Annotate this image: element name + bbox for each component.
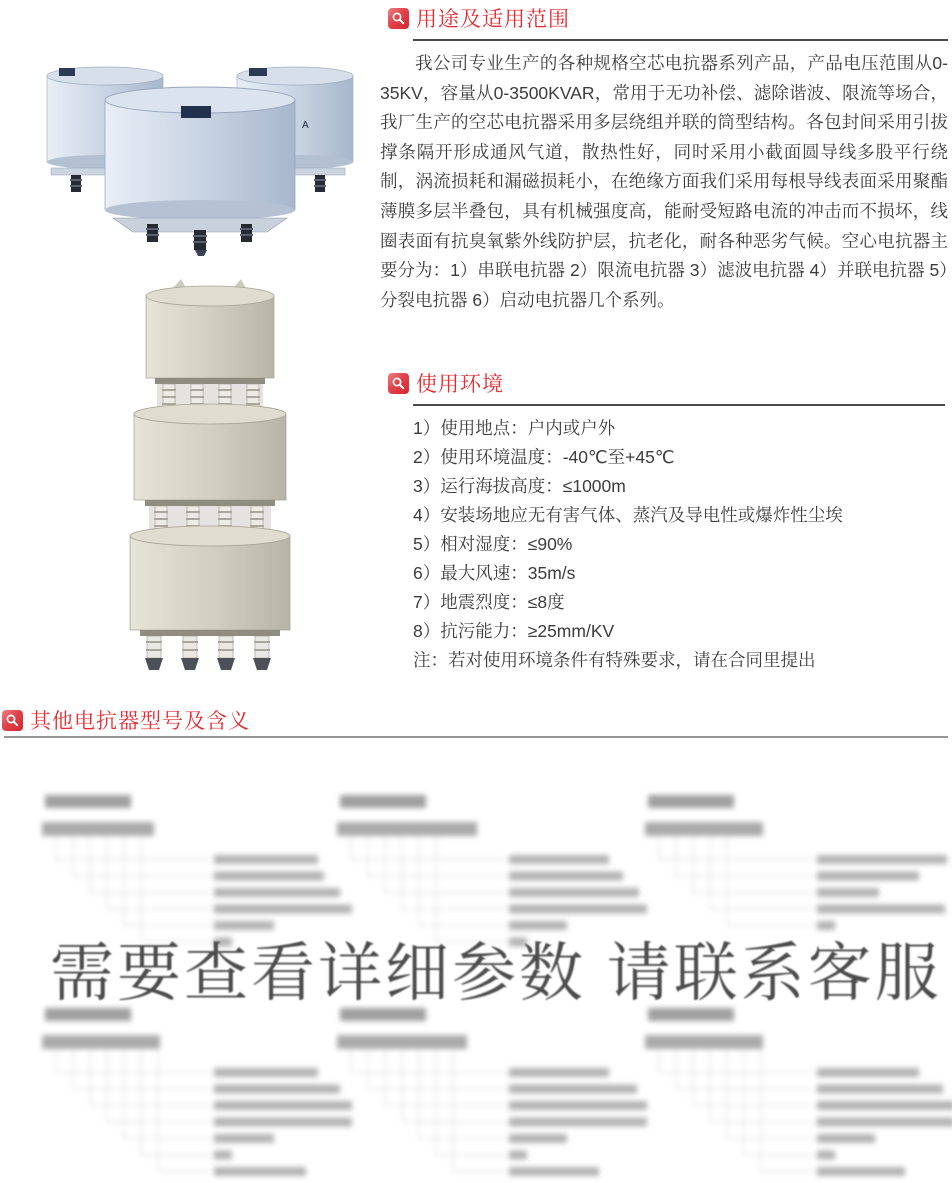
magnifier-icon bbox=[388, 8, 409, 29]
env-item: 1）使用地点：户内或户外 bbox=[413, 418, 616, 438]
env-item: 7）地震烈度：≤8度 bbox=[413, 592, 565, 612]
divider bbox=[413, 404, 945, 406]
blurred-model-block bbox=[42, 1008, 352, 1183]
magnifier-icon bbox=[388, 373, 409, 394]
triple-drum-reactor-photo bbox=[35, 48, 365, 261]
divider bbox=[4, 736, 948, 738]
environment-list bbox=[413, 414, 948, 675]
section-usage-title: 用途及适用范围 bbox=[416, 8, 570, 31]
stacked-reactor-photo bbox=[85, 278, 335, 675]
watermark-text: 需要查看详细参数 请联系客服 bbox=[50, 937, 942, 1009]
env-item: 6）最大风速：35m/s bbox=[413, 563, 576, 583]
blurred-model-block bbox=[645, 1008, 952, 1183]
section-environment-title: 使用环境 bbox=[416, 373, 504, 396]
section-environment-heading bbox=[388, 368, 504, 398]
section-models-title: 其他电抗器型号及含义 bbox=[30, 710, 250, 733]
env-item: 5）相对湿度：≤90% bbox=[413, 534, 573, 554]
divider bbox=[413, 39, 948, 41]
env-note: 注：若对使用环境条件有特殊要求，请在合同里提出 bbox=[413, 650, 816, 670]
section-usage-heading bbox=[388, 3, 570, 33]
env-item: 4）安装场地应无有害气体、蒸汽及导电性或爆炸性尘埃 bbox=[413, 505, 843, 525]
env-item: 2）使用环境温度：-40℃至+45℃ bbox=[413, 447, 675, 467]
svg-text:A: A bbox=[302, 120, 309, 131]
env-item: 3）运行海拔高度：≤1000m bbox=[413, 476, 626, 496]
usage-paragraph: 我公司专业生产的各种规格空芯电抗器系列产品，产品电压范围从0-35KV，容量从0-3500KVAR，常用于无功补偿、滤除谐波、限流等场合，我厂生产的空芯电抗器采用多层绕组并联的筒型结构。各包封间采用引拔撑条隔开形成通风气道，散热性好，同时采用小截面圆导线多股平行绕制，涡流损耗和漏磁损耗小，在绝缘方面我们采用每根导线表面采用聚酯薄膜多层半叠包，具有机械强度高，能耐受短路电流的冲击而不损坏，线圈表面有抗臭氧紫外线防护层，抗老化，耐各种恶劣气候。空心电抗器主要分为：1）串联电抗器 2）限流电抗器 3）滤波电抗器 4）并联电抗器 5）分裂电抗器 6）启动电抗器几个系列。 bbox=[380, 53, 948, 310]
blurred-model-block bbox=[337, 1008, 647, 1183]
env-item: 8）抗污能力：≥25mm/KV bbox=[413, 621, 615, 641]
section-models-heading bbox=[2, 705, 250, 735]
magnifier-icon bbox=[2, 710, 23, 731]
